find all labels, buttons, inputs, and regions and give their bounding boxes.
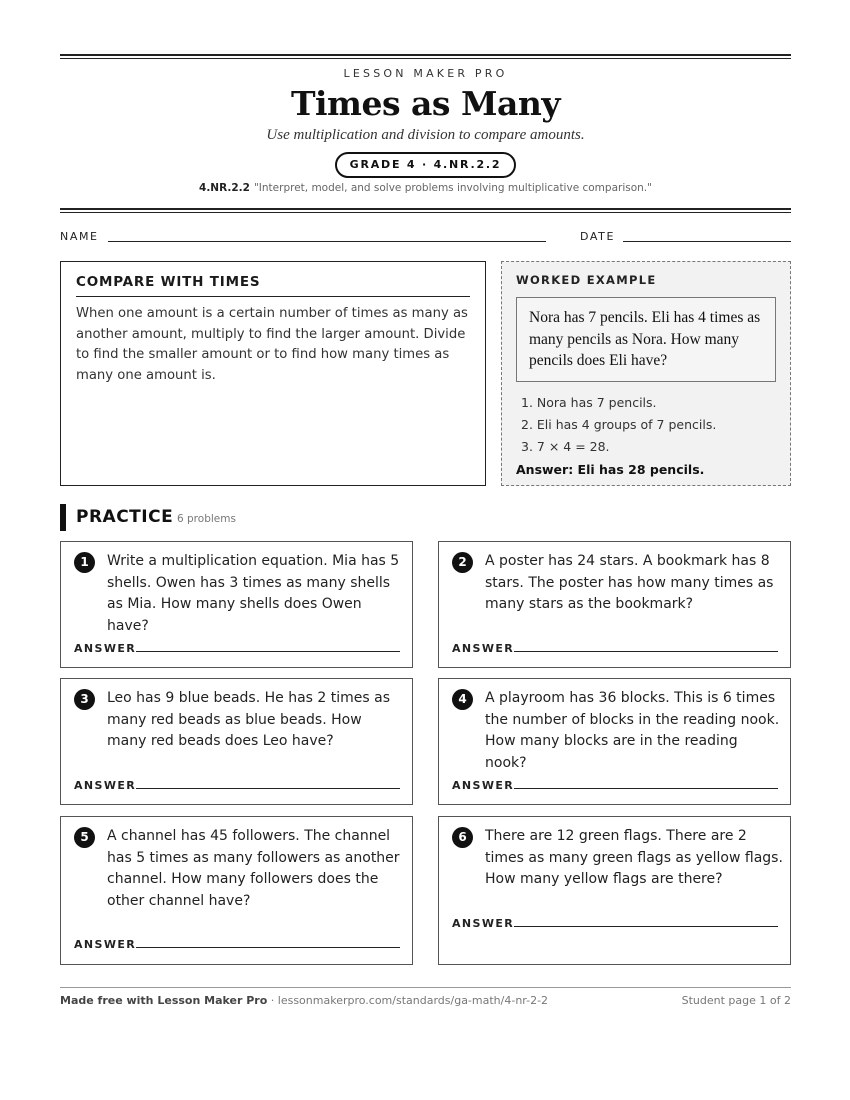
worked-example-title: WORKED EXAMPLE	[516, 273, 657, 287]
worked-example-answer: Answer: Eli has 28 pencils.	[516, 461, 705, 477]
answer-field-5[interactable]	[136, 947, 400, 948]
practice-title: PRACTICE	[76, 507, 174, 527]
date-label: DATE	[580, 230, 616, 243]
answer-field-4[interactable]	[514, 788, 778, 789]
problem-text: A channel has 45 followers. The channel has 5 times as many followers as another channel. How many followers does the other channel have?	[107, 828, 400, 909]
problem-number-badge: 2	[452, 552, 473, 573]
problem-card-4	[438, 678, 791, 805]
answer-field-3[interactable]	[136, 788, 400, 789]
answer-field-6[interactable]	[514, 926, 778, 927]
problem-card-1	[60, 541, 413, 668]
problem-text: A playroom has 36 blocks. This is 6 times the number of blocks in the reading nook. How many blocks are in the reading nook?	[485, 690, 780, 771]
header-bottom-rule	[60, 208, 791, 213]
compare-concept-box	[60, 261, 486, 486]
grade-badge: GRADE 4 · 4.NR.2.2	[335, 152, 517, 178]
answer-label: ANSWER	[74, 642, 137, 655]
problem-number-badge: 3	[74, 689, 95, 710]
problem-card-5	[60, 816, 413, 965]
worked-example-steps	[516, 392, 776, 458]
brand-name: LESSON MAKER PRO	[343, 67, 508, 80]
footer-url[interactable]: · lessonmakerpro.com/standards/ga-math/4-nr-2-2	[267, 994, 549, 1007]
answer-label: ANSWER	[452, 642, 515, 655]
practice-count: 6 problems	[177, 513, 236, 525]
footer-made-with: Made free with Lesson Maker Pro	[60, 994, 268, 1007]
answer-label: ANSWER	[74, 938, 137, 951]
problem-text: Write a multiplication equation. Mia has 5 shells. Owen has 3 times as many shells as Mia. How many shells does Owen have?	[107, 553, 400, 634]
answer-field-2[interactable]	[514, 651, 778, 652]
problem-number-badge: 4	[452, 689, 473, 710]
problem-text: There are 12 green flags. There are 2 times as many green flags as yellow flags. How many yellow flags are there?	[485, 828, 783, 887]
worked-step: 1. Nora has 7 pencils.	[521, 394, 657, 410]
header-top-rule	[60, 54, 791, 59]
worked-step: 2. Eli has 4 groups of 7 pencils.	[521, 416, 717, 432]
problem-number-badge: 1	[74, 552, 95, 573]
answer-field-1[interactable]	[136, 651, 400, 652]
answer-label: ANSWER	[452, 779, 515, 792]
standard-text: "Interpret, model, and solve problems involving multiplicative comparison."	[253, 182, 652, 194]
name-label: NAME	[60, 230, 99, 243]
worked-example-box	[501, 261, 791, 486]
worked-example-problem: Nora has 7 pencils. Eli has 4 times as many pencils as Nora. How many pencils does Eli have?	[516, 297, 776, 382]
problem-text: Leo has 9 blue beads. He has 2 times as many red beads as blue beads. How many red beads does Leo have?	[107, 690, 391, 749]
problem-card-2	[438, 541, 791, 668]
name-field[interactable]	[108, 241, 546, 242]
footer-rule	[60, 987, 791, 988]
answer-label: ANSWER	[74, 779, 137, 792]
worksheet-page	[60, 0, 791, 1100]
footer-credit	[60, 994, 548, 1007]
standard-code: 4.NR.2.2	[199, 182, 250, 194]
practice-accent-bar	[60, 504, 66, 531]
compare-title: COMPARE WITH TIMES	[76, 274, 470, 297]
footer-page-number: Student page 1 of 2	[681, 994, 791, 1007]
worked-step: 3. 7 × 4 = 28.	[521, 438, 610, 454]
problem-text: A poster has 24 stars. A bookmark has 8 stars. The poster has how many times as many stars as the bookmark?	[485, 553, 774, 612]
standard-line	[60, 182, 791, 194]
problem-number-badge: 6	[452, 827, 473, 848]
answer-label: ANSWER	[452, 917, 515, 930]
page-title: Times as Many	[290, 84, 561, 123]
problem-number-badge: 5	[74, 827, 95, 848]
problem-card-6	[438, 816, 791, 965]
compare-text: When one amount is a certain number of times as many as another amount, multiply to find the larger amount. Divide to find the smaller amount or to find how many times as many one amount is.	[76, 306, 468, 383]
page-subtitle: Use multiplication and division to compare amounts.	[266, 127, 585, 143]
problem-card-3	[60, 678, 413, 805]
date-field[interactable]	[623, 241, 791, 242]
